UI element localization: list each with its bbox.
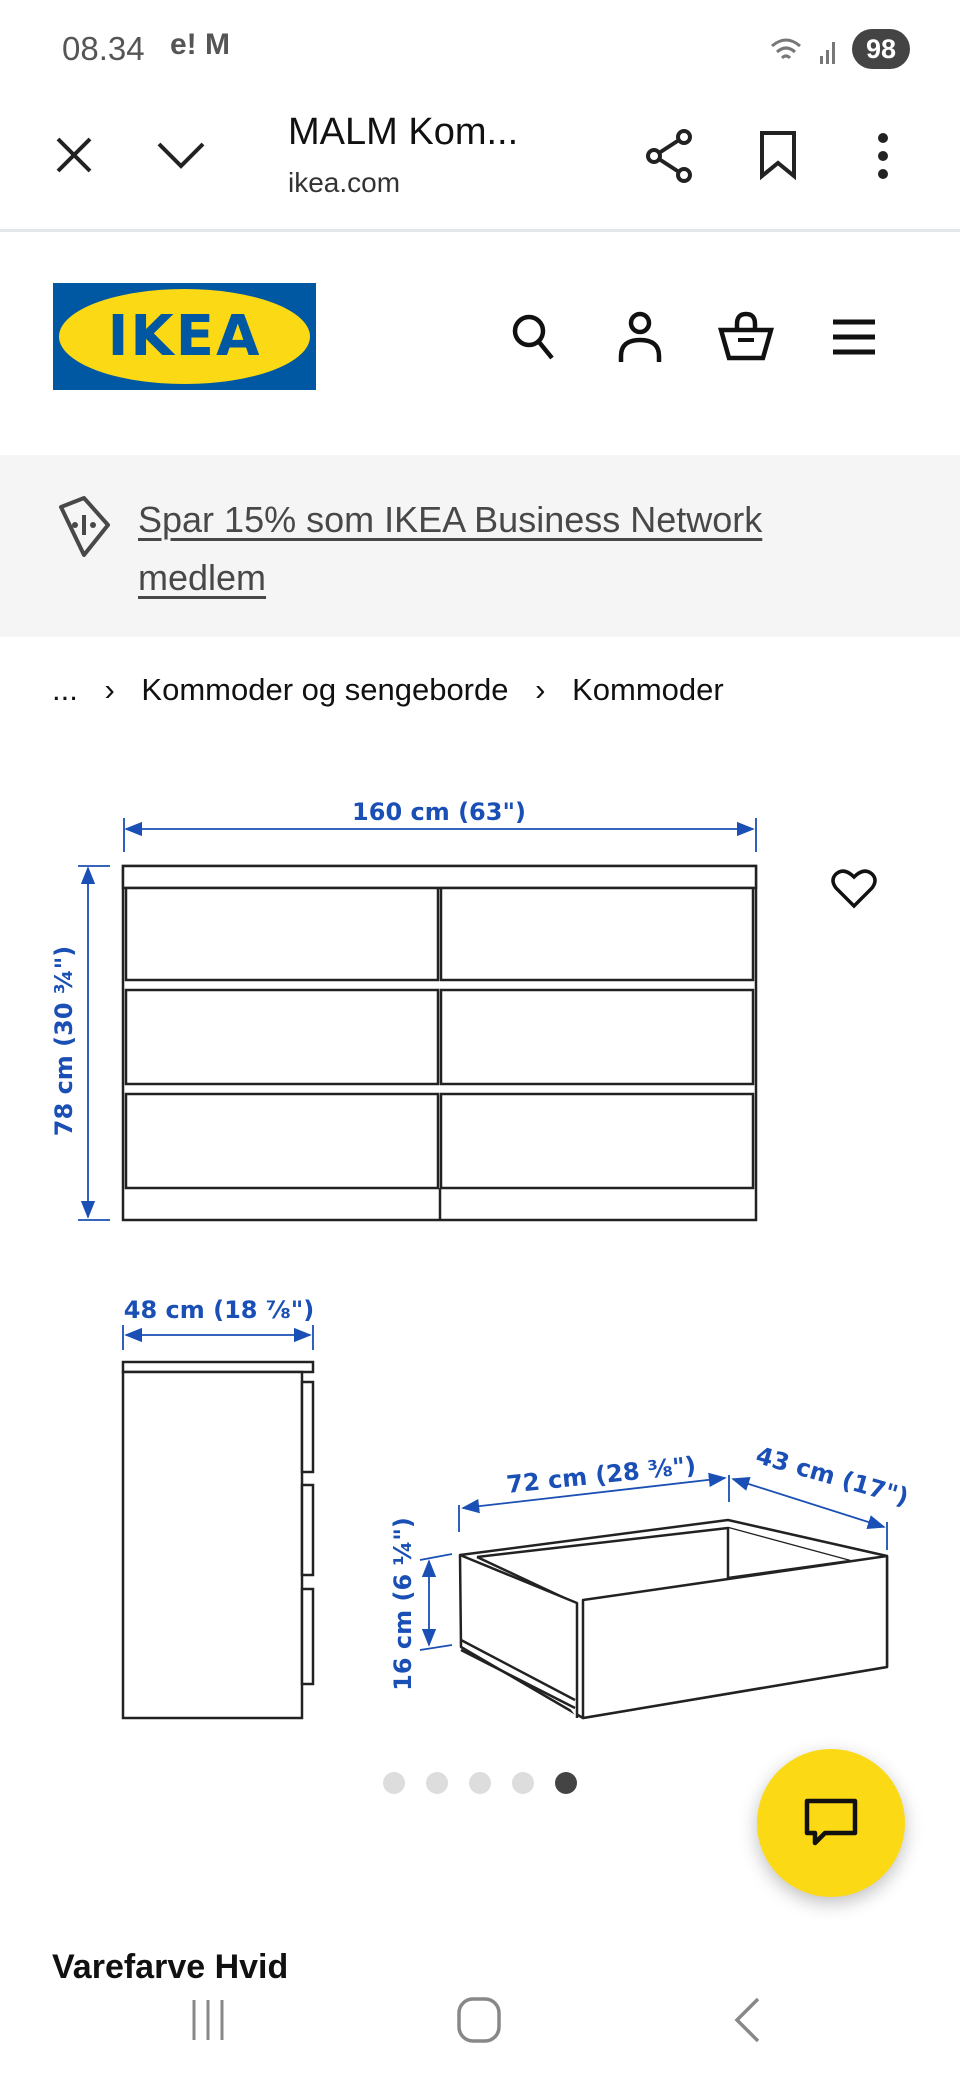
breadcrumb-separator: › bbox=[104, 672, 115, 707]
drawer-width-label: 72 cm (28 ⅜") bbox=[505, 1451, 698, 1499]
drawer-depth-label: 43 cm (17") bbox=[752, 1441, 912, 1512]
promo-link[interactable]: Spar 15% som IKEA Business Network medlem bbox=[138, 499, 763, 598]
carousel-dot-active[interactable] bbox=[555, 1772, 577, 1794]
front-height-label: 78 cm (30 ¾") bbox=[50, 945, 78, 1137]
ikea-logo[interactable]: IKEA bbox=[53, 283, 316, 390]
breadcrumb-item[interactable]: Kommoder og sengeborde bbox=[141, 672, 509, 707]
breadcrumb-separator: › bbox=[535, 672, 546, 707]
front-width-label: 160 cm (63") bbox=[352, 798, 526, 826]
recent-apps-icon[interactable] bbox=[188, 1998, 228, 2042]
breadcrumb-item[interactable]: Kommoder bbox=[572, 672, 724, 707]
carousel-dot[interactable] bbox=[383, 1772, 405, 1794]
carousel-dot[interactable] bbox=[469, 1772, 491, 1794]
side-view bbox=[123, 1362, 313, 1718]
system-navigation-bar bbox=[0, 1970, 960, 2080]
battery-badge: 98 bbox=[852, 29, 910, 69]
drawer-view bbox=[460, 1520, 887, 1718]
carousel-dot[interactable] bbox=[426, 1772, 448, 1794]
page-url[interactable]: ikea.com bbox=[288, 167, 401, 198]
clock: 08.34 bbox=[62, 30, 145, 67]
chat-bubble-icon bbox=[803, 1797, 859, 1849]
chat-button[interactable] bbox=[757, 1749, 905, 1897]
favorite-heart-icon[interactable] bbox=[830, 866, 878, 910]
drawer-height-label: 16 cm (6 ¼") bbox=[389, 1517, 417, 1691]
back-icon[interactable] bbox=[732, 1996, 762, 2044]
carousel-dot[interactable] bbox=[512, 1772, 534, 1794]
clipped-section-heading: Varefarve Hvid bbox=[52, 1948, 289, 1986]
side-depth-label: 48 cm (18 ⅞") bbox=[123, 1296, 315, 1324]
carousel-indicator bbox=[383, 1772, 577, 1794]
front-view bbox=[123, 866, 756, 1220]
notification-icons: e! M bbox=[170, 28, 230, 61]
breadcrumb-ellipsis[interactable]: ... bbox=[52, 672, 78, 707]
page-title: MALM Kom... bbox=[288, 111, 519, 153]
home-icon[interactable] bbox=[456, 1996, 502, 2044]
